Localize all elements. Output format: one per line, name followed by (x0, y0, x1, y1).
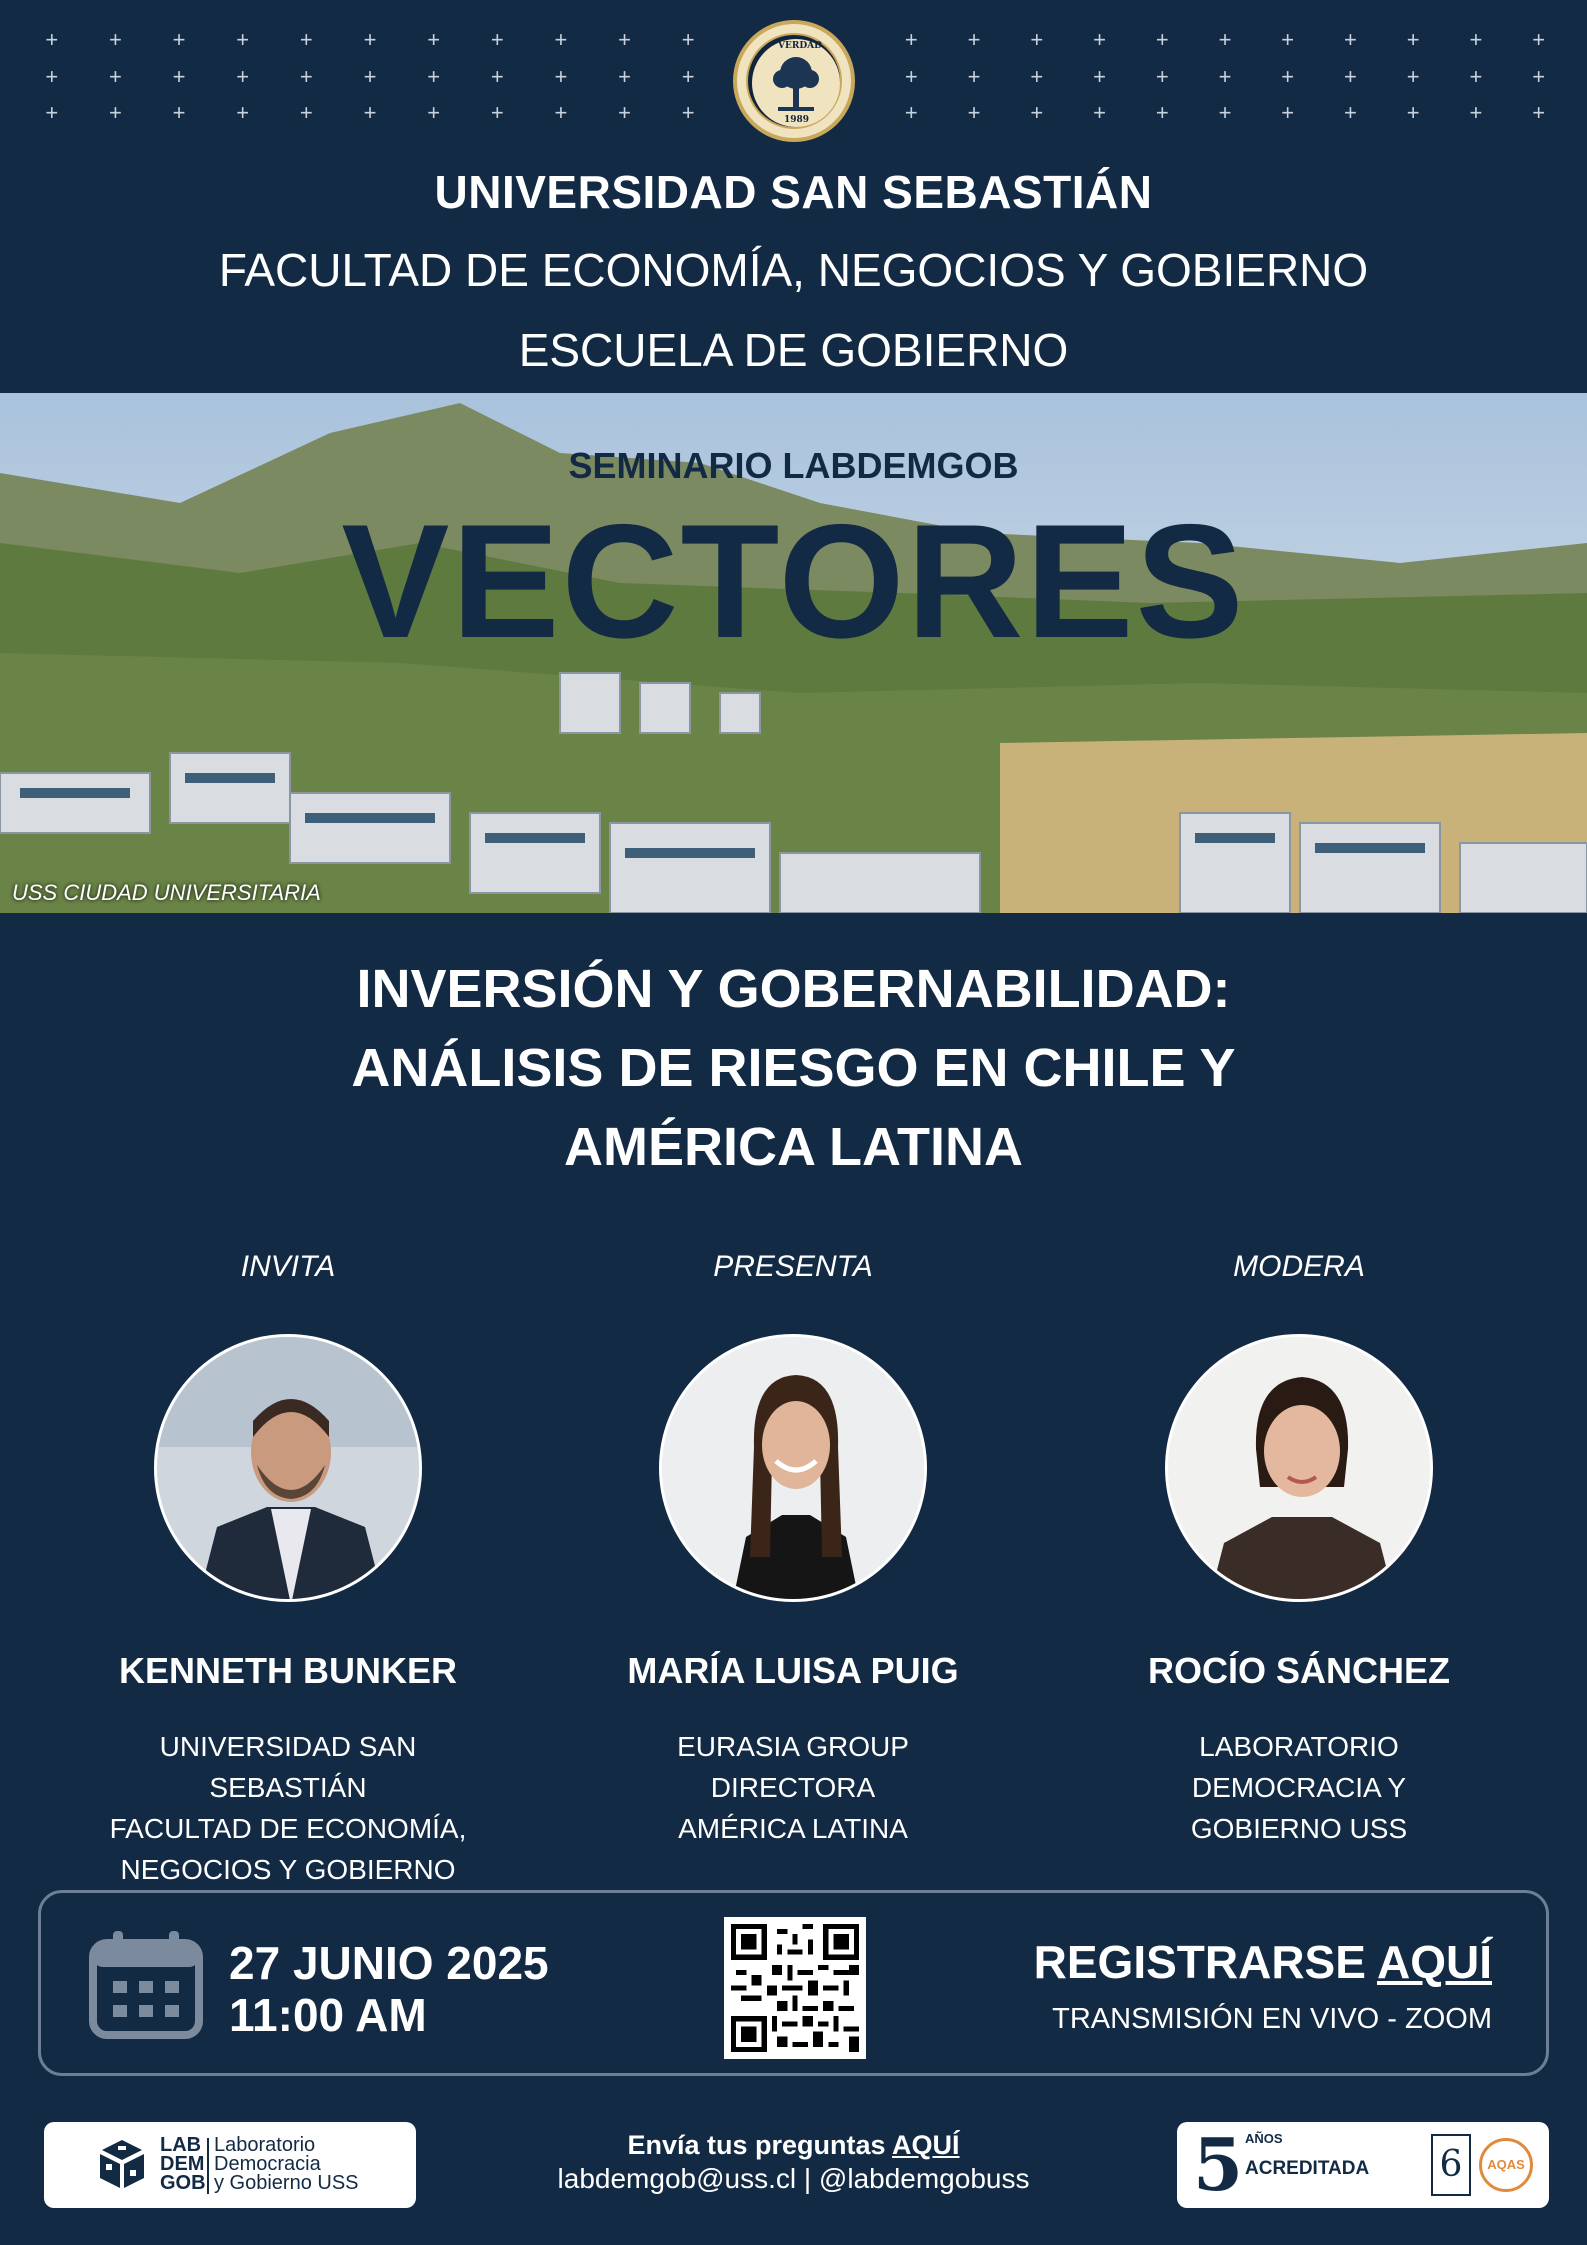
affiliation-line: DIRECTORA (710, 1772, 876, 1803)
transmission-info: TRANSMISIÓN EN VIVO - ZOOM (1052, 2003, 1492, 2035)
seal-motto-top: VERDAD (778, 41, 822, 51)
school-name: ESCUELA DE GOBIERNO (518, 324, 1069, 376)
register-heading (1034, 1935, 1492, 1989)
avatar (1165, 1334, 1433, 1602)
lab-name-line: Democracia (214, 2153, 321, 2175)
contact-separator: | (803, 2163, 812, 2194)
register-label: REGISTRARSE (1033, 1936, 1366, 1988)
speaker-card (78, 1250, 498, 1890)
speaker-affiliation (1089, 1726, 1509, 1849)
speaker-card (1089, 1250, 1509, 1849)
contact-email[interactable]: labdemgob@uss.cl (557, 2163, 797, 2194)
calendar-icon (89, 1929, 203, 2044)
speaker-affiliation (583, 1726, 1003, 1849)
affiliation-line: EURASIA GROUP (677, 1731, 909, 1762)
tree-icon (746, 33, 842, 129)
lab-name-line: Laboratorio (214, 2134, 316, 2156)
speaker-affiliation (78, 1726, 498, 1890)
seminar-series-label: SEMINARIO LABDEMGOB (568, 445, 1019, 486)
speaker-role: MODERA (1233, 1250, 1365, 1283)
accreditation-years: 5 (1193, 2122, 1244, 2207)
affiliation-line: LABORATORIO (1199, 1731, 1399, 1762)
questions-link[interactable]: AQUÍ (892, 2130, 960, 2160)
faculty-name: FACULTAD DE ECONOMÍA, NEGOCIOS Y GOBIERNO (218, 244, 1369, 296)
speaker-role: PRESENTA (713, 1250, 873, 1283)
registration-block (1034, 1935, 1492, 2036)
event-date: 27 JUNIO 2025 (229, 1937, 549, 1989)
international-accreditation-years: 6 (1431, 2134, 1471, 2196)
photo-caption: USS CIUDAD UNIVERSITARIA (12, 880, 321, 905)
talk-title-line-1: INVERSIÓN Y GOBERNABILIDAD: (356, 959, 1231, 1019)
accreditation-badge (1177, 2122, 1549, 2208)
speaker-name: MARÍA LUISA PUIG (627, 1650, 959, 1691)
event-time: 11:00 AM (229, 1989, 427, 2041)
campus-photo (0, 393, 1587, 913)
speaker-role: INVITA (240, 1250, 336, 1283)
affiliation-line: GOBIERNO USS (1190, 1813, 1408, 1844)
affiliation-line: NEGOCIOS Y GOBIERNO (120, 1854, 456, 1885)
accreditation-label: ACREDITADA (1245, 2158, 1370, 2179)
talk-title-line-2: ANÁLISIS DE RIESGO EN CHILE Y (351, 1038, 1236, 1098)
affiliation-line: UNIVERSIDAD SAN SEBASTIÁN (159, 1731, 417, 1803)
affiliation-line: FACULTAD DE ECONOMÍA, (109, 1813, 467, 1844)
social-handle[interactable]: @labdemgobuss (818, 2163, 1030, 2194)
university-seal-logo (733, 20, 855, 142)
speaker-name: KENNETH BUNKER (118, 1650, 457, 1691)
questions-text: Envía tus preguntas (627, 2130, 886, 2160)
decorative-pattern-right: + + + + + + + + + + + + + + + + + + + + + + + + + + + + + + + + + (904, 27, 1546, 126)
event-details-box (38, 1890, 1549, 2076)
talk-title-line-3: AMÉRICA LATINA (564, 1117, 1023, 1177)
event-datetime (229, 1937, 549, 2041)
lab-abbr-line: GOB (160, 2172, 206, 2194)
qr-code-icon[interactable] (724, 1917, 866, 2059)
decorative-pattern-left: + + + + + + + + + + + + + + + + + + + + + + + + + + + + + + + + + (45, 27, 695, 126)
affiliation-line: AMÉRICA LATINA (678, 1813, 908, 1844)
seal-year: 1989 (784, 115, 810, 125)
avatar (659, 1334, 927, 1602)
speaker-card (583, 1250, 1003, 1849)
accreditation-years-label: AÑOS (1245, 2131, 1283, 2146)
speaker-name: ROCÍO SÁNCHEZ (1147, 1650, 1450, 1691)
lab-abbr-line: DEM (160, 2153, 205, 2175)
event-name: VECTORES (341, 491, 1246, 672)
register-link[interactable]: AQUÍ (1377, 1936, 1492, 1988)
university-name: UNIVERSIDAD SAN SEBASTIÁN (434, 166, 1153, 218)
affiliation-line: DEMOCRACIA Y (1191, 1772, 1407, 1803)
lab-name-line: y Gobierno USS (214, 2172, 359, 2194)
aqas-seal-logo: AQAS (1479, 2138, 1533, 2192)
lab-abbr-line: LAB (160, 2134, 202, 2156)
avatar (154, 1334, 422, 1602)
